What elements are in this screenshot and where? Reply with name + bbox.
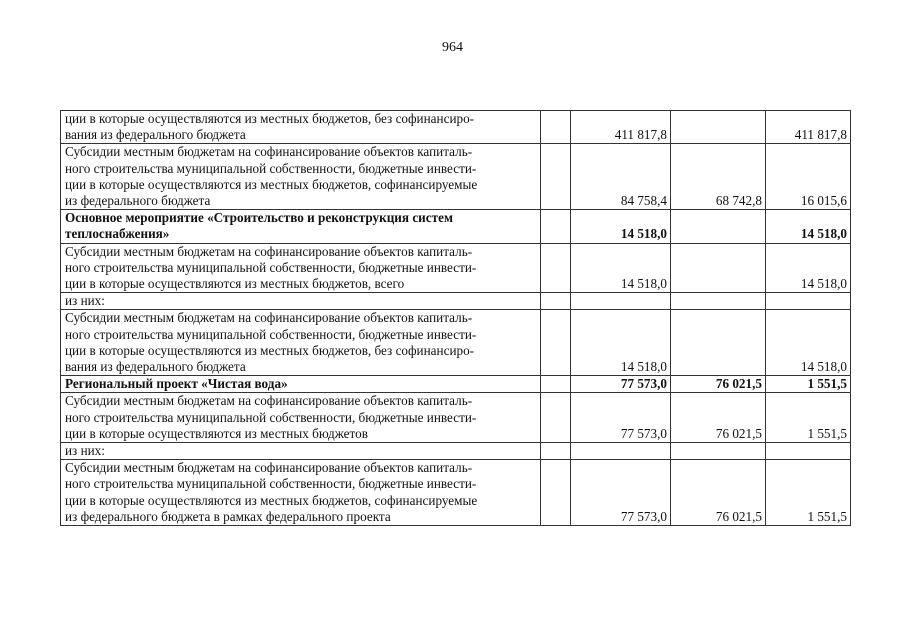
amount-regional: 14 518,0 <box>766 310 851 376</box>
row-description <box>61 443 541 460</box>
amount-total: 14 518,0 <box>571 243 671 293</box>
amount-total: 77 573,0 <box>571 460 671 526</box>
empty-column-cell <box>541 144 571 210</box>
row-description <box>61 310 541 376</box>
row-description <box>61 144 541 210</box>
description-line: ции в которые осуществляются из местных бюджетов, без софинансиро- <box>65 111 475 126</box>
table-row <box>61 393 851 443</box>
description-line: вания из федерального бюджета <box>65 359 246 375</box>
description-line: ного строительства муниципальной собственности, бюджетные инвести- <box>65 409 477 425</box>
amount-federal: 76 021,5 <box>671 460 766 526</box>
amount-total: 84 758,4 <box>571 144 671 210</box>
empty-column-cell <box>541 376 571 393</box>
row-description <box>61 460 541 526</box>
table-row <box>61 310 851 376</box>
description-line: ного строительства муниципальной собственности, бюджетные инвести- <box>65 476 477 492</box>
description-line: из них: <box>65 293 105 309</box>
table-row <box>61 443 851 460</box>
amount-total <box>571 443 671 460</box>
empty-column-cell <box>541 293 571 310</box>
table-row <box>61 210 851 243</box>
description-line: ции в которые осуществляются из местных бюджетов, без софинансиро- <box>65 342 475 358</box>
amount-federal: 76 021,5 <box>671 393 766 443</box>
amount-regional: 14 518,0 <box>766 243 851 293</box>
empty-column-cell <box>541 210 571 243</box>
description-line: ции в которые осуществляются из местных бюджетов, софинансируемые <box>65 492 478 508</box>
amount-total: 14 518,0 <box>571 310 671 376</box>
description-line: Субсидии местным бюджетам на софинансирование объектов капиталь- <box>65 144 473 160</box>
amount-federal <box>671 111 766 144</box>
budget-table-body <box>61 111 851 526</box>
description-line: ного строительства муниципальной собственности, бюджетные инвести- <box>65 160 477 176</box>
amount-total: 14 518,0 <box>571 210 671 243</box>
row-description <box>61 376 541 393</box>
table-row <box>61 144 851 210</box>
amount-federal <box>671 293 766 310</box>
description-line: ции в которые осуществляются из местных бюджетов, всего <box>65 276 405 292</box>
amount-regional <box>766 293 851 310</box>
amount-federal <box>671 243 766 293</box>
description-line: Субсидии местным бюджетам на софинансирование объектов капиталь- <box>65 393 473 409</box>
description-line: ного строительства муниципальной собственности, бюджетные инвести- <box>65 326 477 342</box>
description-line: Субсидии местным бюджетам на софинансирование объектов капиталь- <box>65 243 473 259</box>
table-row <box>61 111 851 144</box>
table-row <box>61 243 851 293</box>
row-description <box>61 210 541 243</box>
page-number: 964 <box>442 40 463 55</box>
table-row <box>61 376 851 393</box>
amount-federal <box>671 310 766 376</box>
description-line: из федерального бюджета <box>65 193 211 209</box>
amount-total: 77 573,0 <box>571 376 671 393</box>
description-line: Субсидии местным бюджетам на софинансирование объектов капиталь- <box>65 310 473 326</box>
empty-column-cell <box>541 393 571 443</box>
description-line: Основное мероприятие «Строительство и реконструкция систем <box>65 210 453 226</box>
description-line: ного строительства муниципальной собственности, бюджетные инвести- <box>65 259 477 275</box>
description-line: ции в которые осуществляются из местных бюджетов <box>65 425 368 441</box>
amount-federal: 76 021,5 <box>671 376 766 393</box>
amount-total <box>571 293 671 310</box>
amount-regional: 1 551,5 <box>766 376 851 393</box>
table-row <box>61 293 851 310</box>
row-description <box>61 293 541 310</box>
amount-total: 77 573,0 <box>571 393 671 443</box>
amount-total: 411 817,8 <box>571 111 671 144</box>
amount-regional: 14 518,0 <box>766 210 851 243</box>
description-line: ции в которые осуществляются из местных бюджетов, софинансируемые <box>65 176 478 192</box>
empty-column-cell <box>541 243 571 293</box>
description-line: вания из федерального бюджета <box>65 127 246 143</box>
amount-federal <box>671 443 766 460</box>
empty-column-cell <box>541 460 571 526</box>
empty-column-cell <box>541 111 571 144</box>
amount-federal: 68 742,8 <box>671 144 766 210</box>
amount-regional: 16 015,6 <box>766 144 851 210</box>
description-line: теплоснабжения» <box>65 226 170 242</box>
description-line: Субсидии местным бюджетам на софинансирование объектов капиталь- <box>65 460 473 476</box>
amount-regional <box>766 443 851 460</box>
row-description <box>61 243 541 293</box>
table-row <box>61 460 851 526</box>
empty-column-cell <box>541 310 571 376</box>
amount-regional: 1 551,5 <box>766 393 851 443</box>
amount-regional: 411 817,8 <box>766 111 851 144</box>
row-description <box>61 393 541 443</box>
amount-federal <box>671 210 766 243</box>
description-line: из них: <box>65 443 105 459</box>
description-line: Региональный проект «Чистая вода» <box>65 376 288 392</box>
budget-table <box>60 110 851 526</box>
amount-regional: 1 551,5 <box>766 460 851 526</box>
row-description <box>61 111 541 144</box>
empty-column-cell <box>541 443 571 460</box>
description-line: из федерального бюджета в рамках федерального проекта <box>65 508 391 524</box>
